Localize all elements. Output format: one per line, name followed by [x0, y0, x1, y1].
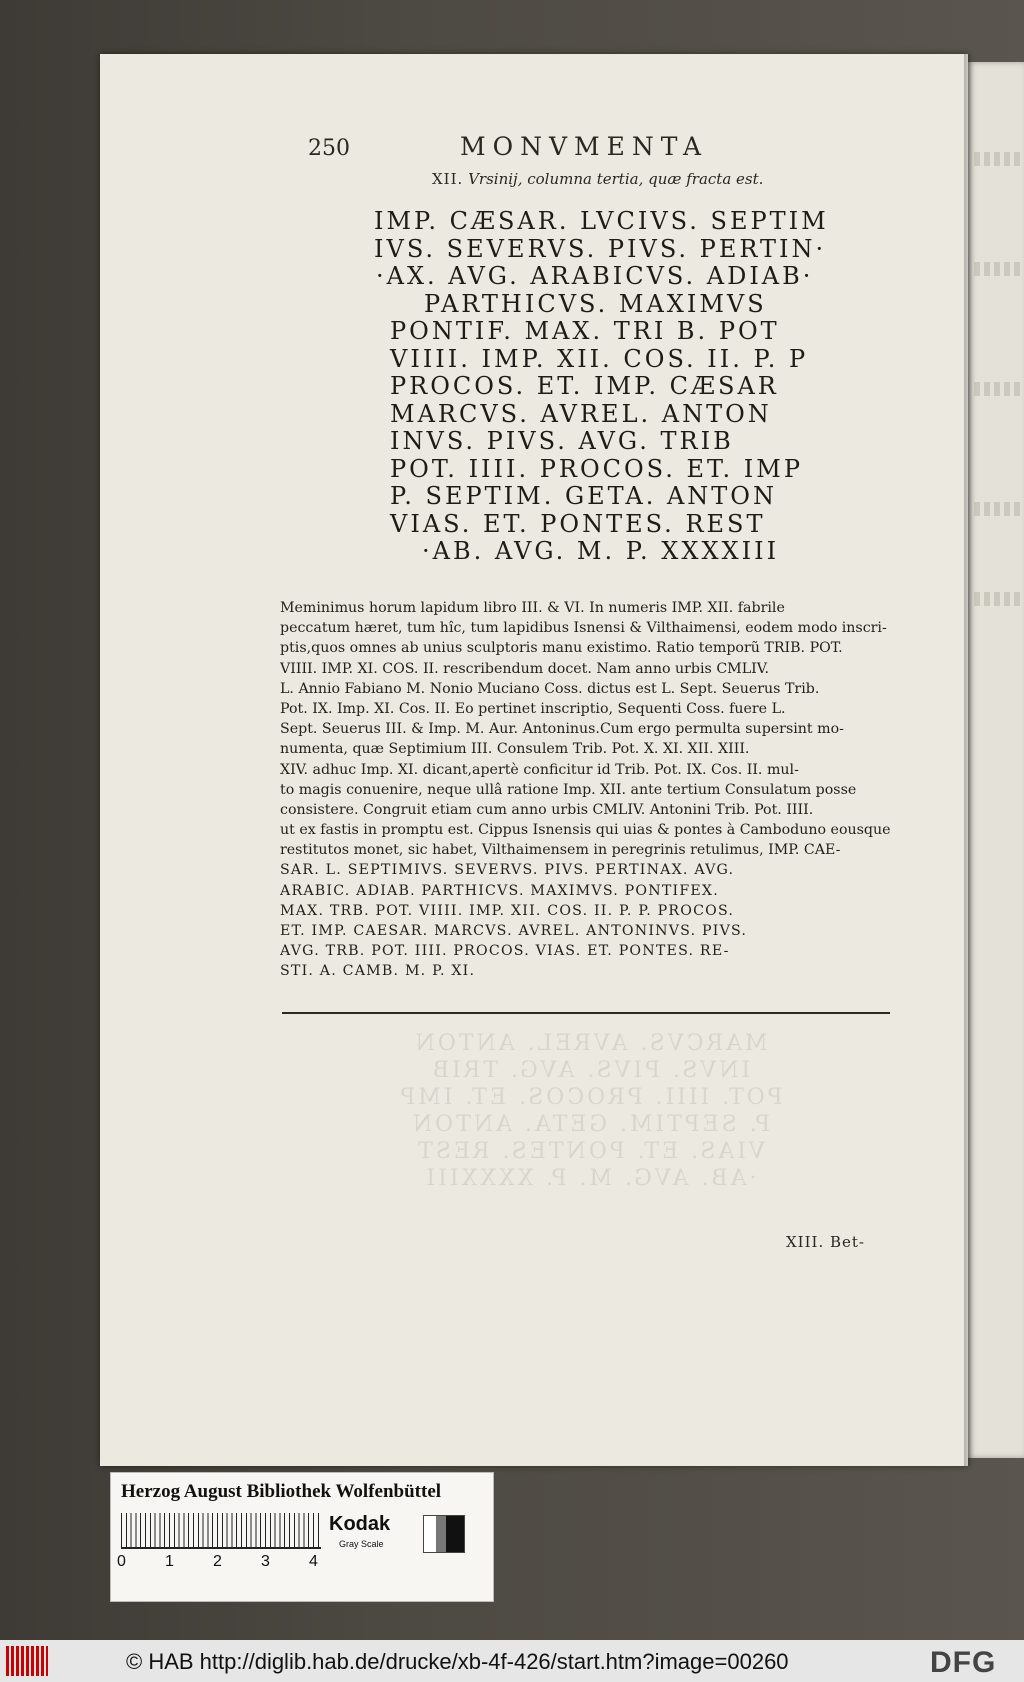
inscription-block	[360, 208, 840, 566]
footer-bar	[0, 1640, 1024, 1682]
scale-ruler	[121, 1513, 321, 1549]
inscription-line: POT. IIII. PROCOS. ET. IMP	[390, 454, 803, 483]
commentary-line: restitutos monet, sic habet, Vilthaimensem in peregrinis retulimus, IMP. CAE-	[280, 842, 841, 859]
commentary-line: SAR. L. SEPTIMIVS. SEVERVS. PIVS. PERTINAX. AVG.	[280, 862, 735, 879]
commentary-line: Pot. IX. Imp. XI. Cos. II. Eo pertinet inscriptio, Sequenti Coss. fuere L.	[280, 700, 786, 717]
commentary-line: STI. A. CAMB. M. P. XI.	[280, 963, 476, 980]
inscription-line: IVS. SEVERVS. PIVS. PERTIN·	[374, 234, 827, 263]
inscription-line: VIAS. ET. PONTES. REST	[390, 509, 766, 538]
commentary-line: numenta, quæ Septimium III. Consulem Trib. Pot. X. XI. XII. XIII.	[280, 741, 750, 758]
inscription-line: ·AX. AVG. ARABICVS. ADIAB·	[376, 262, 814, 290]
page-fold-shadow	[964, 54, 972, 1466]
library-name: Herzog August Bibliothek Wolfenbüttel	[121, 1481, 442, 1502]
inscription-line: PROCOS. ET. IMP. CÆSAR	[390, 372, 779, 400]
show-through-line: MARCVS. AVREL. ANTON	[412, 1031, 768, 1056]
commentary-line: peccatum hæret, tum hîc, tum lapidibus Isnensi & Vilthaimensi, eodem modo inscri-	[280, 620, 887, 637]
commentary-line: XIV. adhuc Imp. XI. dicant,apertè conficitur id Trib. Pot. IX. Cos. II. mul-	[280, 761, 799, 778]
ruler-number: 1	[165, 1553, 174, 1570]
commentary-line: ut ex fastis in promptu est. Cippus Isnensis qui uias & pontes à Camboduno eousque	[280, 822, 891, 839]
inscription-line: PARTHICVS. MAXIMVS	[424, 289, 767, 318]
inscription-line: IMP. CÆSAR. LVCIVS. SEPTIM	[374, 207, 829, 235]
commentary-line: L. Annio Fabiano M. Nonio Muciano Coss. dictus est L. Sept. Seuerus Trib.	[280, 680, 820, 697]
ruler-number: 2	[213, 1553, 222, 1570]
catchword: XIII. Bet-	[786, 1233, 865, 1251]
subheading-number: XII.	[432, 170, 464, 188]
commentary-line: consistere. Congruit etiam cum anno urbis CMLIV. Antonini Trib. Pot. IIII.	[280, 801, 814, 818]
gray-scale-label: Gray Scale	[339, 1539, 384, 1549]
inscription-line: ·AB. AVG. M. P. XXXXIII	[422, 537, 780, 565]
gray-scale-patch	[423, 1515, 465, 1553]
show-through-line: P. SEPTIM. GETA. ANTON	[409, 1112, 771, 1137]
section-rule	[282, 1012, 890, 1014]
inscription-line: INVS. PIVS. AVG. TRIB	[390, 427, 734, 455]
inscription-line: MARCVS. AVREL. ANTON	[390, 399, 772, 428]
commentary-line: ET. IMP. CAESAR. MARCVS. AVREL. ANTONINVS. PIVS.	[280, 923, 748, 939]
commentary-line: Sept. Seuerus III. & Imp. M. Aur. Antoninus.Cum ergo permulta supersint mo-	[280, 721, 844, 738]
ruler-number: 0	[117, 1553, 126, 1570]
commentary-line: AVG. TRB. POT. IIII. PROCOS. VIAS. ET. PONTES. RE-	[280, 943, 730, 960]
adjacent-page-edge	[968, 62, 1024, 1458]
commentary-line: Meminimus horum lapidum libro III. & VI. In numeris IMP. XII. fabrile	[280, 600, 785, 616]
ruler-number: 3	[261, 1553, 270, 1570]
running-title: MONVMENTA	[460, 132, 709, 161]
commentary-line: ARABIC. ADIAB. PARTHICVS. MAXIMVS. PONTIFEX.	[280, 882, 719, 899]
commentary-paragraph	[280, 598, 900, 982]
commentary-line: MAX. TRB. POT. VIIII. IMP. XII. COS. II. P. P. PROCOS.	[280, 902, 735, 919]
page-number: 250	[308, 136, 350, 161]
commentary-line: ptis,quos omnes ab unius sculptoris manu existimo. Ratio temporũ TRIB. POT.	[280, 640, 843, 657]
show-through-line: VIAS. ET. PONTES. REST	[415, 1139, 765, 1164]
inscription-line: PONTIF. MAX. TRI B. POT	[390, 317, 780, 345]
footer-citation-link[interactable]: © HAB http://diglib.hab.de/drucke/xb-4f-426/start.htm?image=00260	[126, 1649, 789, 1674]
subheading-text: Vrsinij, columna tertia, quæ fracta est.	[468, 170, 764, 188]
show-through-line: ·AB. AVG. M. P. XXXXIII	[423, 1166, 757, 1191]
show-through-text	[390, 1030, 790, 1192]
dfg-logo: DFG	[930, 1646, 997, 1679]
commentary-line: to magis conuenire, neque ullâ ratione Imp. XII. ante tertium Consulatum posse	[280, 781, 857, 798]
commentary-line: VIIII. IMP. XI. COS. II. rescribendum docet. Nam anno urbis CMLIV.	[280, 660, 770, 677]
inscription-line: VIIII. IMP. XII. COS. II. P. P	[390, 344, 809, 373]
inscription-line: P. SEPTIM. GETA. ANTON	[390, 482, 777, 510]
show-through-line: POT. IIII. PROCOS. ET. IMP	[397, 1085, 783, 1110]
show-through-line: INVS. PIVS. AVG. TRIB	[429, 1058, 751, 1083]
barcode-icon	[6, 1646, 48, 1676]
ruler-number: 4	[309, 1553, 318, 1570]
color-calibration-card	[110, 1472, 494, 1602]
section-subheading	[432, 170, 763, 188]
kodak-logo: Kodak	[329, 1513, 391, 1535]
